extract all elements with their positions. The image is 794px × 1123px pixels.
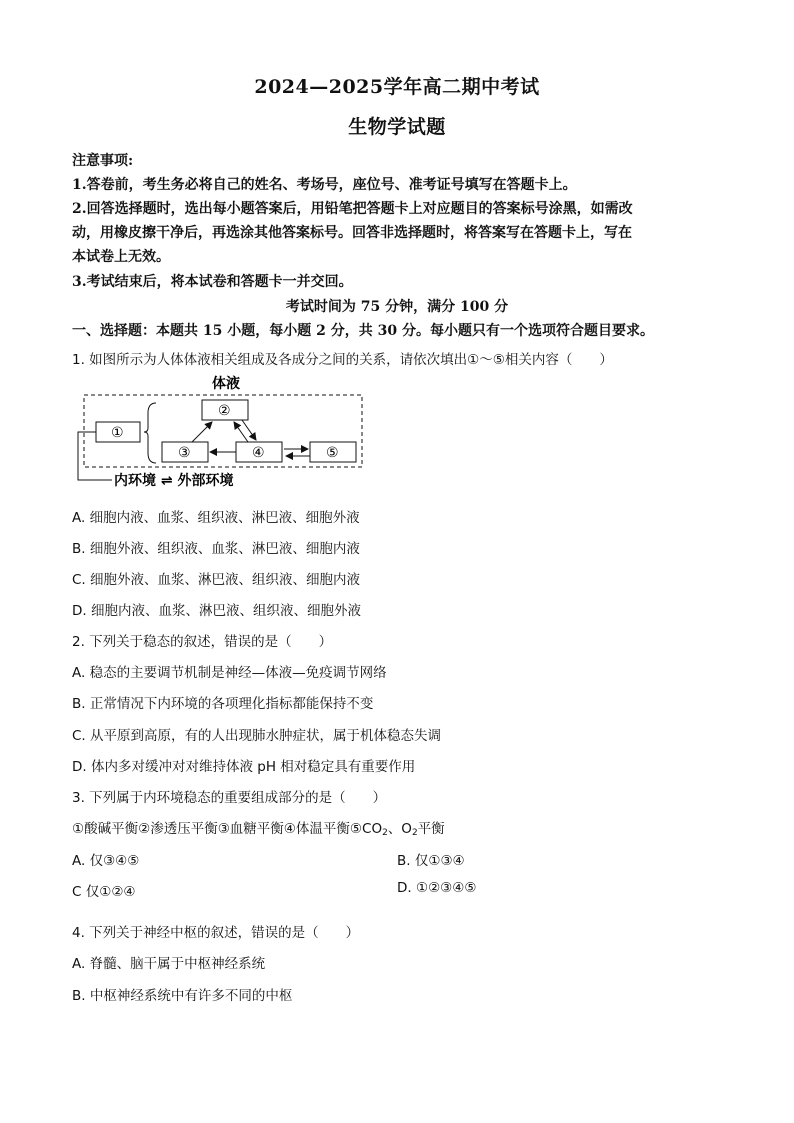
- question-3-option-d: D. ①②③④⑤: [397, 880, 477, 896]
- question-1-option-d: D. 细胞内液、血浆、淋巴液、组织液、细胞外液: [72, 603, 361, 619]
- o2-subscript: 2: [411, 828, 418, 838]
- question-4-option-a: A. 脊髓、脑干属于中枢神经系统: [72, 956, 266, 972]
- section-1-heading: 一、选择题：本题共 15 小题，每小题 2 分，共 30 分。每小题只有一个选项符合题目要求。: [72, 323, 654, 339]
- notice-item-3: 3.考试结束后，将本试卷和答题卡一并交回。: [72, 274, 353, 290]
- diagram-top-label: 体液: [212, 376, 240, 392]
- question-2-option-a: A. 稳态的主要调节机制是神经—体液—免疫调节网络: [72, 665, 387, 681]
- question-3-items-suffix: 平衡: [417, 821, 445, 837]
- exam-time-info: 考试时间为 75 分钟，满分 100 分: [285, 299, 509, 315]
- page-subtitle: 生物学试题: [348, 116, 446, 138]
- question-1-option-b: B. 细胞外液、组织液、血浆、淋巴液、细胞内液: [72, 541, 360, 557]
- question-2-option-c: C. 从平原到高原，有的人出现肺水肿症状，属于机体稳态失调: [72, 728, 442, 744]
- question-3-stem: 3. 下列属于内环境稳态的重要组成部分的是（ ）: [72, 790, 387, 806]
- notice-item-1: 1.答卷前，考生务必将自己的姓名、考场号，座位号、准考证号填写在答题卡上。: [72, 177, 577, 193]
- diagram-connector: [78, 432, 112, 480]
- notice-item-2-line-2: 动，用橡皮擦干净后，再选涂其他答案标号。回答非选择题时，将答案写在答题卡上，写在: [72, 225, 632, 241]
- diagram-box-4-label: ④: [252, 445, 265, 461]
- diagram-box-1-label: ①: [111, 425, 124, 441]
- question-2-stem: 2. 下列关于稳态的叙述，错误的是（ ）: [72, 634, 333, 650]
- diagram-box-5-label: ⑤: [326, 445, 339, 461]
- body-fluid-diagram: [72, 373, 372, 493]
- question-3-option-a: A. 仅③④⑤: [72, 853, 140, 869]
- notice-heading: 注意事项:: [72, 153, 134, 169]
- diagram-box-3-label: ③: [178, 445, 191, 461]
- question-4-option-b: B. 中枢神经系统中有许多不同的中枢: [72, 988, 293, 1004]
- question-1-option-a: A. 细胞内液、血浆、组织液、淋巴液、细胞外液: [72, 510, 360, 526]
- question-2-option-b: B. 正常情况下内环境的各项理化指标都能保持不变: [72, 696, 374, 712]
- question-3-option-b: B. 仅①③④: [397, 853, 465, 869]
- question-3-items: [72, 817, 445, 838]
- arrow-3-to-2: [192, 422, 212, 442]
- co2-subscript: 2: [382, 828, 388, 838]
- question-3-items-mid: 、O: [387, 821, 412, 837]
- question-1-option-c: C. 细胞外液、血浆、淋巴液、组织液、细胞内液: [72, 572, 361, 588]
- notice-item-2-line-3: 本试卷上无效。: [72, 249, 170, 265]
- notice-item-2-line-1: 2.回答选择题时，选出每小题答案后，用铅笔把答题卡上对应题目的答案标号涂黑，如需改: [72, 201, 633, 217]
- question-2-option-d: D. 体内多对缓冲对对维持体液 pH 相对稳定具有重要作用: [72, 759, 416, 775]
- page-title: 2024—2025学年高二期中考试: [254, 76, 540, 98]
- question-3-option-c: C 仅①②④: [72, 884, 136, 900]
- diagram-box-2-label: ②: [218, 403, 231, 419]
- question-4-stem: 4. 下列关于神经中枢的叙述，错误的是（ ）: [72, 925, 360, 941]
- question-3-items-prefix: ①酸碱平衡②渗透压平衡③血糖平衡④体温平衡⑤CO: [72, 821, 383, 837]
- diagram-brace: [144, 403, 156, 463]
- question-1-stem: 1. 如图所示为人体体液相关组成及各成分之间的关系，请依次填出①～⑤相关内容（ ）: [72, 352, 613, 368]
- diagram-bottom-label: 内环境 ⇌ 外部环境: [114, 473, 234, 489]
